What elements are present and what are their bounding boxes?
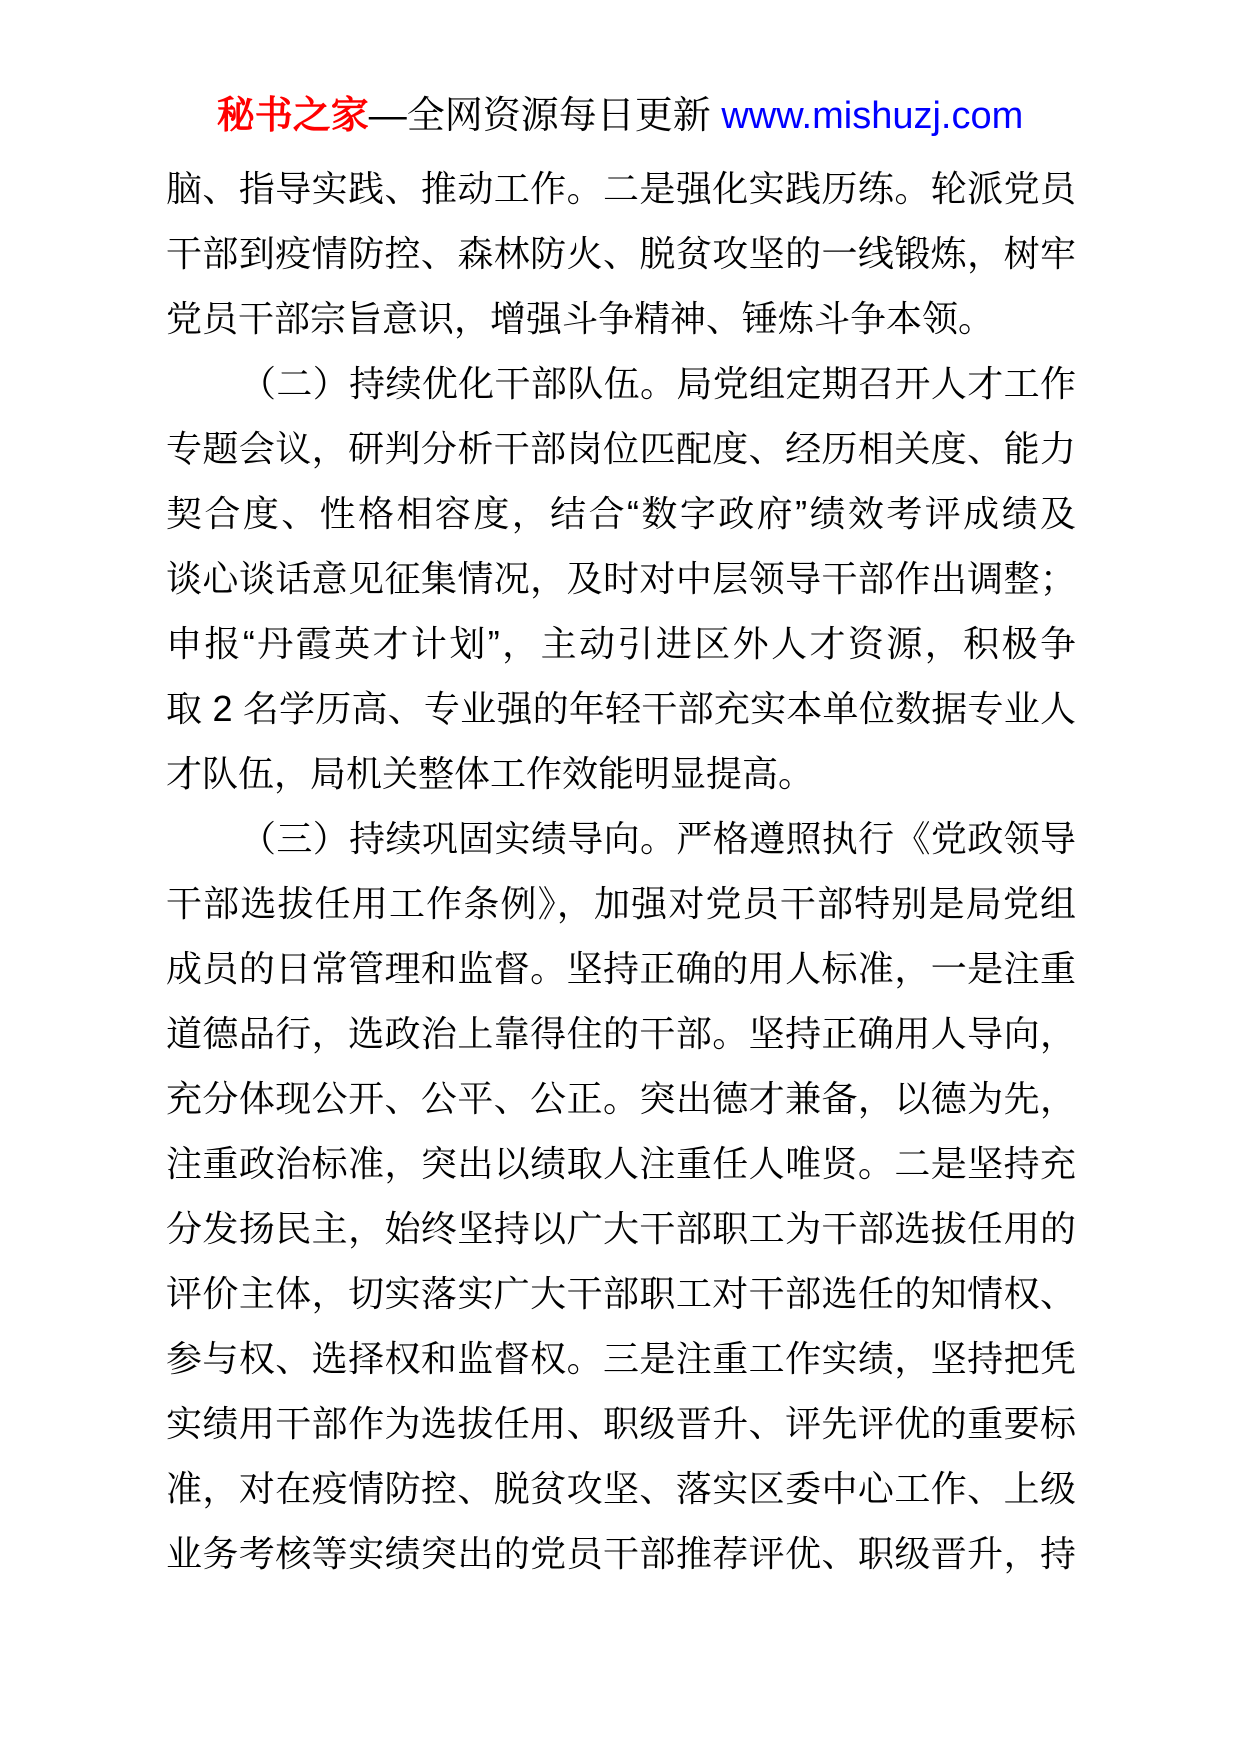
text-line: 评价主体，切实落实广大干部职工对干部选任的知情权、 <box>166 1273 1076 1314</box>
text-line: 实绩用干部作为选拔任用、职级晋升、评先评优的重要标 <box>166 1403 1076 1444</box>
text-line: 业务考核等实绩突出的党员干部推荐评优、职级晋升，持 <box>166 1533 1076 1574</box>
text-line: 专题会议，研判分析干部岗位匹配度、经历相关度、能力 <box>166 428 1076 469</box>
text-line: 取 2 名学历高、专业强的年轻干部充实本单位数据专业人 <box>166 688 1076 729</box>
site-name-text: 秘书之家 <box>216 95 369 137</box>
document-header <box>0 92 1240 140</box>
text-line: 干部到疫情防控、森林防火、脱贫攻坚的一线锻炼，树牢 <box>166 233 1076 274</box>
text-line: 谈心谈话意见征集情况，及时对中层领导干部作出调整； <box>166 558 1076 599</box>
text-line: 脑、指导实践、推动工作。二是强化实践历练。轮派党员 <box>166 168 1076 209</box>
text-line: 成员的日常管理和监督。坚持正确的用人标准，一是注重 <box>166 948 1076 989</box>
text-line: 干部选拔任用工作条例》，加强对党员干部特别是局党组 <box>166 883 1076 924</box>
site-tagline-text: —全网资源每日更新 <box>368 95 722 137</box>
text-line: （三）持续巩固实绩导向。严格遵照执行《党政领导 <box>240 818 1076 859</box>
text-line: （二）持续优化干部队伍。局党组定期召开人才工作 <box>240 363 1076 404</box>
text-line: 准，对在疫情防控、脱贫攻坚、落实区委中心工作、上级 <box>166 1468 1076 1509</box>
text-line: 党员干部宗旨意识，增强斗争精神、锤炼斗争本领。 <box>166 298 995 339</box>
text-line: 才队伍，局机关整体工作效能明显提高。 <box>166 753 815 794</box>
text-line: 注重政治标准，突出以绩取人注重任人唯贤。二是坚持充 <box>166 1143 1076 1184</box>
text-line: 分发扬民主，始终坚持以广大干部职工为干部选拔任用的 <box>166 1208 1076 1249</box>
text-line: 道德品行，选政治上靠得住的干部。坚持正确用人导向， <box>166 1013 1076 1054</box>
text-line: 契合度、性格相容度，结合“数字政府”绩效考评成绩及 <box>166 493 1076 534</box>
text-line: 参与权、选择权和监督权。三是注重工作实绩，坚持把凭 <box>166 1338 1076 1379</box>
document-body <box>166 156 1076 1586</box>
text-line: 充分体现公开、公平、公正。突出德才兼备，以德为先， <box>166 1078 1076 1119</box>
site-url-link[interactable]: www.mishuzj.com <box>721 95 1024 137</box>
text-line: 申报“丹霞英才计划”，主动引进区外人才资源，积极争 <box>166 623 1076 664</box>
